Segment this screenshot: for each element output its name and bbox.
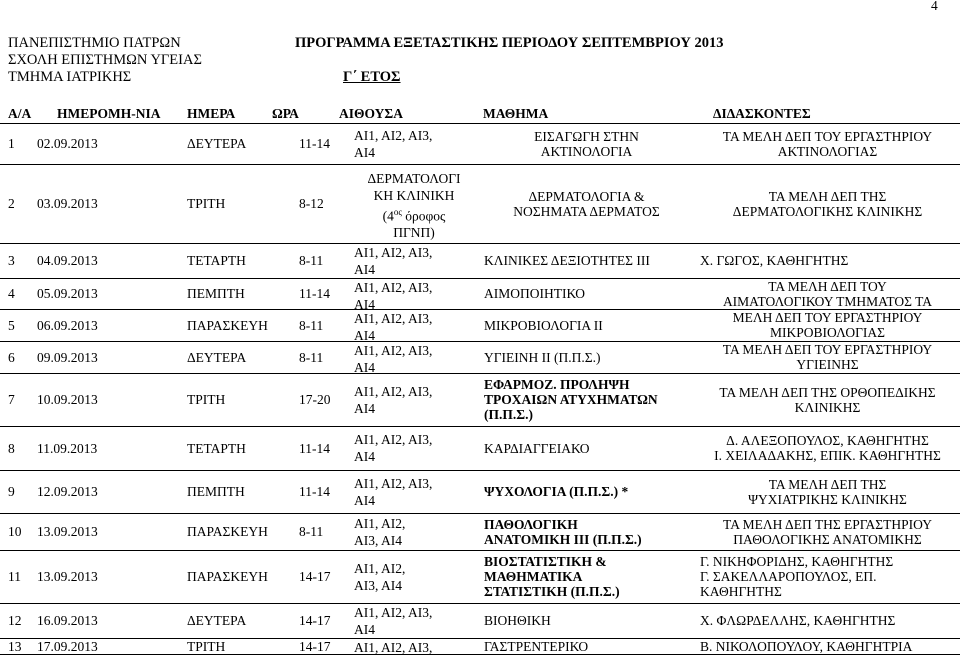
row-teachers-line: Γ. ΝΙΚΗΦΟΡΙΔΗΣ, ΚΑΘΗΓΗΤΗΣ (700, 554, 894, 569)
row-day: ΠΑΡΑΣΚΕΥΗ (187, 317, 268, 333)
row-day: ΔΕΥΤΕΡΑ (187, 136, 247, 151)
col-header-room: ΑΙΘΟΥΣΑ (339, 106, 403, 121)
row-teachers-line: ΔΕΡΜΑΤΟΛΟΓΙΚΗΣ ΚΛΙΝΙΚΗΣ (732, 203, 923, 219)
row-room (354, 244, 474, 278)
row-room-line: ΑΙ1, ΑΙ2, (354, 515, 406, 531)
row-course (484, 613, 689, 628)
row-room-line: ΑΙ1, ΑΙ2, ΑΙ3, (354, 475, 433, 491)
row-number: 6 (8, 349, 15, 365)
row-teachers (700, 129, 955, 159)
row-date: 05.09.2013 (37, 286, 98, 301)
row-course (484, 639, 689, 654)
row-date: 12.09.2013 (37, 484, 98, 499)
row-room-line: ΔΕΡΜΑΤΟΛΟΓΙ (367, 170, 461, 186)
department-name: ΤΜΗΜΑ ΙΑΤΡΙΚΗΣ (8, 69, 132, 85)
row-teachers (700, 477, 955, 507)
row-course-line: ΤΡΟΧΑΙΩΝ ΑΤΥΧΗΜΑΤΩΝ (484, 392, 658, 407)
row-number: 11 (8, 569, 21, 584)
row-room-line: ΑΙ1, ΑΙ2, ΑΙ3, (354, 640, 433, 655)
row-teachers-line: ΑΙΜΑΤΟΛΟΓΙΚΟΥ ΤΜΗΜΑΤΟΣ ΤΑ (722, 294, 933, 309)
row-teachers (700, 613, 955, 628)
row-date: 03.09.2013 (37, 196, 98, 211)
row-teachers-line: ΤΑ ΜΕΛΗ ΔΕΠ ΤΗΣ (768, 188, 887, 204)
row-teachers-line: Ι. ΧΕΙΛΑΔΑΚΗΣ, ΕΠΙΚ. ΚΑΘΗΓΗΤΗΣ (714, 448, 941, 463)
row-course (484, 318, 689, 333)
row-day: ΠΑΡΑΣΚΕΥΗ (187, 569, 268, 584)
row-teachers (700, 385, 955, 415)
row-teachers (700, 253, 955, 268)
row-room-line: ΑΙ4 (354, 449, 375, 464)
row-room-line: ΑΙ1, ΑΙ2, ΑΙ3, (354, 245, 433, 260)
row-course-line: ΑΙΜΟΠΟΙΗΤΙΚΟ (484, 286, 586, 301)
row-course (484, 129, 689, 159)
row-room-line: ΑΙ1, ΑΙ2, ΑΙ3, (354, 383, 433, 399)
row-teachers-line: Χ. ΓΩΓΟΣ, ΚΑΘΗΓΗΤΗΣ (700, 253, 849, 268)
row-date: 04.09.2013 (37, 253, 98, 268)
row-time: 11-14 (299, 484, 330, 499)
table-rule (0, 603, 960, 604)
row-room-line: ΑΙ4 (354, 144, 375, 160)
row-teachers (700, 517, 955, 547)
row-room-line: ΑΙ4 (354, 492, 375, 508)
row-room-line: ΑΙ1, ΑΙ2, ΑΙ3, (354, 280, 433, 295)
row-course-line: ΨΥΧΟΛΟΓΙΑ (Π.Π.Σ.) * (484, 484, 629, 499)
row-time: 8-12 (299, 196, 324, 211)
row-time: 17-20 (299, 392, 331, 407)
row-room (354, 560, 474, 594)
row-course-line: (Π.Π.Σ.) (484, 407, 533, 422)
school-name: ΣΧΟΛΗ ΕΠΙΣΤΗΜΩΝ ΥΓΕΙΑΣ (8, 52, 202, 68)
row-teachers-line: Χ. ΦΛΩΡΔΕΛΛΗΣ, ΚΑΘΗΓΗΤΗΣ (700, 613, 896, 628)
row-room (354, 383, 474, 417)
row-teachers-line: ΜΙΚΡΟΒΙΟΛΟΓΙΑΣ (769, 325, 885, 340)
row-room (354, 604, 474, 638)
row-course-line: ΑΚΤΙΝΟΛΟΓΙΑ (540, 143, 633, 159)
row-course-line: ΑΝΑΤΟΜΙΚΗ ΙΙΙ (Π.Π.Σ.) (484, 531, 642, 547)
row-room-line: ΑΙ3, ΑΙ4 (354, 532, 402, 548)
table-rule (0, 243, 960, 244)
row-course-line: ΥΓΙΕΙΝΗ ΙΙ (Π.Π.Σ.) (484, 349, 601, 365)
row-time: 8-11 (299, 524, 324, 539)
row-course (484, 350, 689, 365)
row-teachers-line: ΤΑ ΜΕΛΗ ΔΕΠ ΤΟΥ ΕΡΓΑΣΤΗΡΙΟΥ (722, 342, 933, 357)
col-header-day: ΗΜΕΡΑ (187, 106, 236, 121)
table-rule (0, 123, 960, 124)
row-room-line: ΑΙ1, ΑΙ2, ΑΙ3, (354, 605, 433, 620)
row-date: 17.09.2013 (37, 639, 98, 654)
row-room-line: ΑΙ3, ΑΙ4 (354, 577, 402, 593)
table-rule (0, 550, 960, 551)
row-course (484, 441, 689, 456)
row-room-line: ΑΙ4 (354, 262, 375, 277)
row-room-line: ΑΙ1, ΑΙ2, (354, 560, 406, 576)
row-number: 9 (8, 484, 15, 499)
row-teachers (700, 342, 955, 372)
col-header-course: ΜΑΘΗΜΑ (483, 106, 549, 121)
row-day: ΠΕΜΠΤΗ (187, 484, 245, 499)
row-course-line: ΠΑΘΟΛΟΓΙΚΗ (484, 516, 578, 532)
row-course (484, 253, 689, 268)
row-teachers-line: ΠΑΘΟΛΟΓΙΚΗΣ ΑΝΑΤΟΜΙΚΗΣ (733, 531, 922, 547)
row-teachers-line: ΤΑ ΜΕΛΗ ΔΕΠ ΤΟΥ ΕΡΓΑΣΤΗΡΙΟΥ (722, 128, 933, 144)
row-teachers-line: ΤΑ ΜΕΛΗ ΔΕΠ ΤΟΥ (768, 279, 887, 294)
row-day: ΤΡΙΤΗ (187, 639, 226, 654)
row-time: 11-14 (299, 440, 330, 456)
row-number: 5 (8, 317, 15, 333)
row-room (354, 475, 474, 509)
row-day: ΠΑΡΑΣΚΕΥΗ (187, 524, 268, 539)
row-teachers-line: Δ. ΑΛΕΞΟΠΟΥΛΟΣ, ΚΑΘΗΓΗΤΗΣ (726, 433, 929, 448)
row-time: 14-17 (299, 613, 331, 628)
row-date: 10.09.2013 (37, 392, 98, 407)
academic-year: Γ΄ ΕΤΟΣ (343, 69, 401, 85)
row-teachers-line: ΜΕΛΗ ΔΕΠ ΤΟΥ ΕΡΓΑΣΤΗΡΙΟΥ (732, 310, 923, 325)
col-header-no: Α/Α (8, 106, 32, 121)
row-number: 12 (8, 613, 22, 628)
row-teachers-line: Γ. ΣΑΚΕΛΛΑΡΟΠΟΥΛΟΣ, ΕΠ. (700, 569, 877, 584)
row-teachers (700, 310, 955, 340)
row-course-line: ΕΙΣΑΓΩΓΗ ΣΤΗΝ (534, 128, 639, 144)
row-teachers (700, 554, 955, 599)
row-course-line: ΜΑΘΗΜΑΤΙΚΑ (484, 569, 583, 584)
row-teachers-line: Β. ΝΙΚΟΛΟΠΟΥΛΟΥ, ΚΑΘΗΓΗΤΡΙΑ (700, 639, 913, 654)
row-time: 8-11 (299, 349, 324, 365)
table-rule (0, 164, 960, 165)
row-number: 8 (8, 440, 15, 456)
table-rule (0, 373, 960, 374)
row-room-line: ΑΙ4 (354, 328, 375, 343)
row-room-line: ΠΓΝΠ) (393, 225, 435, 240)
row-room-line: ($4^{o\varsigma}$ όροφος (382, 206, 446, 223)
row-number: 4 (8, 286, 15, 301)
row-number: 2 (8, 196, 15, 211)
row-course (484, 517, 689, 547)
row-number: 7 (8, 392, 15, 407)
row-course (484, 484, 689, 499)
row-room (354, 310, 474, 344)
row-course-line: ΚΛΙΝΙΚΕΣ ΔΕΞΙΟΤΗΤΕΣ ΙΙΙ (484, 253, 650, 268)
row-date: 16.09.2013 (37, 613, 98, 628)
row-room (354, 127, 474, 161)
row-course-line: ΒΙΟΣΤΑΤΙΣΤΙΚΗ & (484, 554, 607, 569)
row-date: 13.09.2013 (37, 569, 98, 584)
row-date: 13.09.2013 (37, 524, 98, 539)
row-course (484, 189, 689, 219)
row-room-line: ΑΙ4 (354, 622, 375, 637)
row-time: 14-17 (299, 569, 331, 584)
row-room-line: ΚΗ ΚΛΙΝΙΚΗ (373, 187, 455, 203)
row-course-line: ΒΙΟΗΘΙΚΗ (484, 613, 551, 628)
row-day: ΤΡΙΤΗ (187, 392, 226, 407)
row-date: 02.09.2013 (37, 136, 98, 151)
row-course (484, 554, 689, 599)
row-teachers-line: ΤΑ ΜΕΛΗ ΔΕΠ ΤΗΣ ΟΡΘΟΠΕΔΙΚΗΣ (719, 384, 936, 400)
row-day: ΤΕΤΑΡΤΗ (187, 440, 246, 456)
row-teachers-line: ΑΚΤΙΝΟΛΟΓΙΑΣ (777, 143, 878, 159)
row-course (484, 377, 689, 422)
row-course-line: ΓΑΣΤΡΕΝΤΕΡΙΚΟ (484, 639, 589, 654)
row-date: 09.09.2013 (37, 349, 98, 365)
row-day: ΤΕΤΑΡΤΗ (187, 253, 246, 268)
row-number: 3 (8, 253, 15, 268)
row-room-line: ΑΙ4 (354, 400, 375, 416)
row-course-line: ΜΙΚΡΟΒΙΟΛΟΓΙΑ ΙΙ (484, 317, 603, 333)
row-room (354, 170, 474, 242)
row-room (354, 342, 474, 376)
row-teachers (700, 189, 955, 219)
row-room (354, 431, 474, 465)
table-rule (0, 426, 960, 427)
row-teachers-line: ΨΥΧΙΑΤΡΙΚΗΣ ΚΛΙΝΙΚΗΣ (748, 491, 907, 507)
row-course (484, 286, 689, 301)
row-course-line: ΝΟΣΗΜΑΤΑ ΔΕΡΜΑΤΟΣ (513, 203, 660, 219)
row-time: 11-14 (299, 286, 330, 301)
row-room-line: ΑΙ1, ΑΙ2, ΑΙ3, (354, 127, 433, 143)
row-room-line: ΑΙ1, ΑΙ2, ΑΙ3, (354, 311, 433, 326)
row-teachers (700, 639, 955, 654)
row-room-line: ΑΙ4 (354, 360, 375, 375)
university-name: ΠΑΝΕΠΙΣΤΗΜΙΟ ΠΑΤΡΩΝ (8, 35, 181, 51)
row-room (354, 515, 474, 549)
row-room-line: ΑΙ1, ΑΙ2, ΑΙ3, (354, 343, 433, 358)
row-room (354, 279, 474, 313)
col-header-time: ΩΡΑ (272, 106, 299, 121)
row-number: 1 (8, 136, 15, 151)
row-date: 06.09.2013 (37, 317, 98, 333)
row-course-line: ΔΕΡΜΑΤΟΛΟΓΙΑ & (528, 188, 645, 204)
row-teachers-line: ΤΑ ΜΕΛΗ ΔΕΠ ΤΗΣ ΕΡΓΑΣΤΗΡΙΟΥ (723, 516, 932, 532)
row-teachers-line: ΥΓΙΕΙΝΗΣ (796, 357, 859, 372)
row-room (354, 639, 474, 656)
row-day: ΠΕΜΠΤΗ (187, 286, 245, 301)
row-number: 13 (8, 639, 22, 654)
row-time: 11-14 (299, 136, 330, 151)
col-header-teachers: ΔΙΔΑΣΚΟΝΤΕΣ (713, 106, 811, 121)
table-rule (0, 513, 960, 514)
row-date: 11.09.2013 (37, 440, 98, 456)
row-time: 8-11 (299, 253, 324, 268)
row-room-line: ΑΙ1, ΑΙ2, ΑΙ3, (354, 432, 433, 447)
table-rule (0, 654, 960, 655)
row-number: 10 (8, 524, 22, 539)
row-teachers (700, 433, 955, 463)
row-teachers-line: ΚΛΙΝΙΚΗΣ (794, 399, 861, 415)
row-day: ΤΡΙΤΗ (187, 196, 226, 211)
row-room-line: ΑΙ4 (354, 297, 375, 312)
table-rule (0, 470, 960, 471)
program-title: ΠΡΟΓΡΑΜΜΑ ΕΞΕΤΑΣΤΙΚΗΣ ΠΕΡΙΟΔΟΥ ΣΕΠΤΕΜΒΡΙΟΥ 2013 (295, 35, 724, 51)
row-course-line: ΚΑΡΔΙΑΓΓΕΙΑΚΟ (484, 440, 590, 456)
row-day: ΔΕΥΤΕΡΑ (187, 349, 247, 365)
col-header-date: ΗΜΕΡΟΜΗ-ΝΙΑ (57, 106, 161, 121)
row-course-line: ΕΦΑΡΜΟΖ. ΠΡΟΛΗΨΗ (484, 377, 630, 392)
row-course-line: ΣΤΑΤΙΣΤΙΚΗ (Π.Π.Σ.) (484, 584, 620, 599)
page-number: 4 (931, 0, 938, 13)
row-teachers-line: ΤΑ ΜΕΛΗ ΔΕΠ ΤΗΣ (768, 476, 887, 492)
row-time: 14-17 (299, 639, 331, 654)
row-time: 8-11 (299, 317, 324, 333)
row-teachers (700, 279, 955, 309)
row-day: ΔΕΥΤΕΡΑ (187, 613, 247, 628)
row-teachers-line: ΚΑΘΗΓΗΤΗΣ (700, 584, 782, 599)
